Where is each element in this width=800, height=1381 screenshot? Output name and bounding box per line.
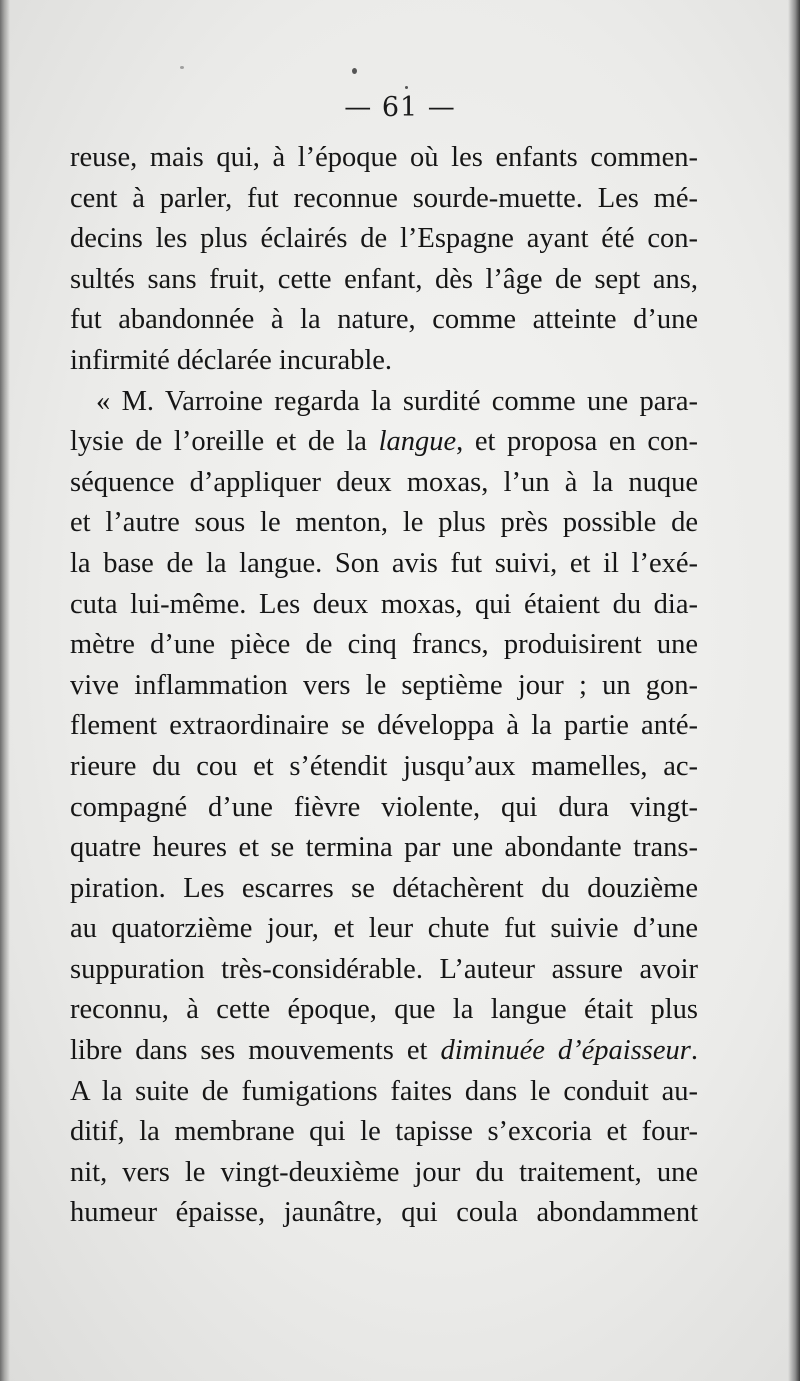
text-line: vive inflammation vers le septième jour ; un gon-	[70, 669, 698, 701]
text-line: cuta lui-même. Les deux moxas, qui étaient du dia-	[70, 588, 698, 620]
text-line: flement extraordinaire se développa à la partie anté-	[70, 710, 698, 742]
page-right-shadow	[788, 0, 800, 1381]
text-line: fut abandonnée à la nature, comme atteinte d’une	[70, 304, 698, 336]
text-span: libre dans ses mouvements et	[70, 1035, 441, 1067]
text-line	[70, 422, 698, 463]
text-line: ditif, la membrane qui le tapisse s’excoria et four-	[70, 1116, 698, 1148]
text-line: cent à parler, fut reconnue sourde-muette. Les mé-	[70, 182, 698, 214]
italic-phrase: diminuée d’épaisseur	[440, 1035, 691, 1067]
page-left-shadow	[0, 0, 10, 1381]
text-line: séquence d’appliquer deux moxas, l’un à la nuque	[70, 466, 698, 498]
text-line: reuse, mais qui, à l’époque où les enfants commen-	[70, 142, 698, 173]
text-span: , et proposa en con-	[456, 426, 698, 458]
body-text	[70, 138, 698, 1234]
text-line: humeur épaisse, jaunâtre, qui coula abondamment	[70, 1197, 698, 1229]
text-line: sultés sans fruit, cette enfant, dès l’âge de sept ans,	[70, 263, 698, 295]
text-line: compagné d’une fièvre violente, qui dura vingt-	[70, 791, 698, 823]
text-line: « M. Varroine regarda la surdité comme une para-	[96, 385, 698, 417]
text-line: nit, vers le vingt-deuxième jour du traitement, une	[70, 1156, 698, 1188]
text-line: piration. Les escarres se détachèrent du douzième	[70, 872, 698, 904]
ink-speck	[352, 68, 357, 74]
text-line: au quatorzième jour, et leur chute fut suivie d’une	[70, 913, 698, 945]
text-line: rieure du cou et s’étendit jusqu’aux mamelles, ac-	[70, 750, 698, 782]
text-line: reconnu, à cette époque, que la langue était plus	[70, 994, 698, 1026]
text-line: et l’autre sous le menton, le plus près possible de	[70, 507, 698, 539]
text-line: decins les plus éclairés de l’Espagne ayant été con-	[70, 223, 698, 255]
text-line: mètre d’une pièce de cinq francs, produisirent une	[70, 629, 698, 661]
page-number: — 61 —	[344, 92, 456, 123]
text-line: infirmité déclarée incurable.	[70, 344, 393, 376]
text-line: la base de la langue. Son avis fut suivi, et il l’exé-	[70, 547, 698, 579]
text-line: quatre heures et se termina par une abondante trans-	[70, 832, 698, 864]
text-span: lysie de l’oreille et de la	[70, 426, 379, 458]
italic-word: langue	[378, 426, 457, 458]
text-span: .	[690, 1035, 698, 1067]
text-line: A la suite de fumigations faites dans le conduit au-	[70, 1075, 698, 1107]
ink-speck	[405, 86, 408, 89]
text-line: suppuration très-considérable. L’auteur assure avoir	[70, 953, 698, 985]
text-line	[70, 1031, 698, 1072]
ink-speck	[180, 66, 184, 69]
